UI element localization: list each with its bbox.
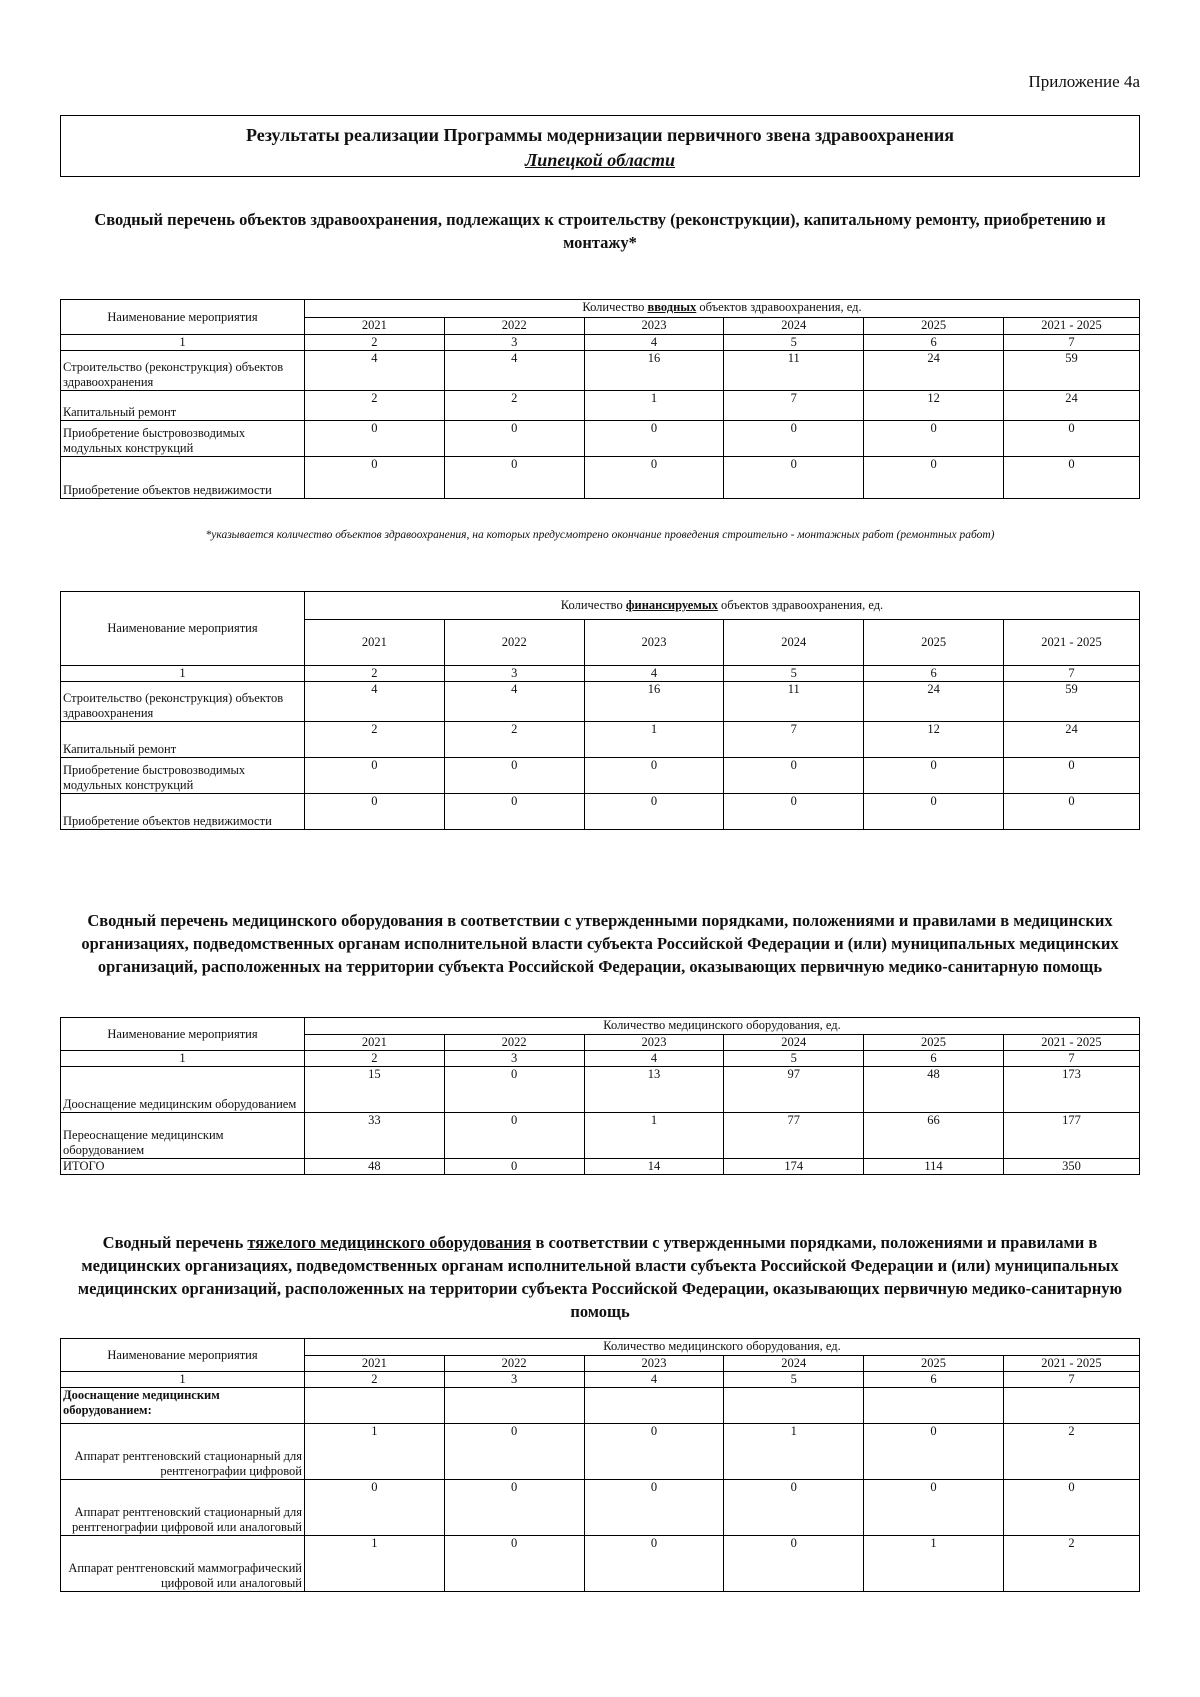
cell-value: 0	[444, 1536, 584, 1592]
col-number: 6	[864, 335, 1004, 351]
cell-value: 0	[444, 794, 584, 830]
cell-value: 0	[584, 758, 724, 794]
year-header: 2022	[444, 620, 584, 666]
section1-heading: Сводный перечень объектов здравоохранения, подлежащих к строительству (реконструкции), капитальному ремонту, приобретению и монтажу*	[94, 210, 1106, 252]
col-name-header: Наименование мероприятия	[61, 592, 305, 666]
cell-value: 0	[305, 758, 445, 794]
year-header: 2024	[724, 318, 864, 335]
col-name-header: Наименование мероприятия	[61, 1018, 305, 1051]
cell-value: 0	[584, 1480, 724, 1536]
table-input-objects	[60, 299, 1140, 499]
col-number: 7	[1003, 666, 1139, 682]
year-header: 2023	[584, 318, 724, 335]
col-number: 5	[724, 666, 864, 682]
year-header: 2021	[305, 620, 445, 666]
cell-value: 2	[444, 722, 584, 758]
cell-value: 0	[864, 457, 1004, 499]
cell-value: 0	[864, 1424, 1004, 1480]
cell-value: 0	[724, 794, 864, 830]
cell-value: 173	[1003, 1067, 1139, 1113]
table-row	[61, 1424, 1140, 1480]
cell-value: 1	[864, 1536, 1004, 1592]
cell-value: 4	[305, 351, 445, 391]
title-region: Липецкой области	[524, 150, 676, 170]
row-name: Приобретение объектов недвижимости	[61, 794, 305, 830]
cell-value: 7	[724, 722, 864, 758]
cell-value: 0	[1004, 457, 1140, 499]
year-header: 2021 - 2025	[1003, 1356, 1139, 1372]
group-row-name: Дооснащение медицинским оборудованием:	[61, 1388, 305, 1424]
cell-value: 0	[584, 421, 724, 457]
cell-value: 1	[305, 1536, 445, 1592]
cell-value: 97	[724, 1067, 864, 1113]
table-row	[61, 1536, 1140, 1592]
year-header: 2025	[864, 318, 1004, 335]
row-name: Строительство (реконструкция) объектов здравоохранения	[61, 351, 305, 391]
row-name: Приобретение объектов недвижимости	[61, 457, 305, 499]
col-number: 2	[305, 1051, 445, 1067]
year-header: 2023	[584, 620, 724, 666]
cell-value: 350	[1003, 1159, 1139, 1175]
cell-value: 16	[584, 351, 724, 391]
row-name: Капитальный ремонт	[61, 722, 305, 758]
cell-value: 0	[584, 457, 724, 499]
col-number: 3	[444, 1372, 584, 1388]
cell-value: 0	[1003, 1480, 1139, 1536]
document-title	[60, 115, 1140, 177]
cell-value: 2	[1003, 1424, 1139, 1480]
cell-value: 4	[444, 351, 584, 391]
table-row	[61, 1067, 1140, 1113]
group-header: Количество медицинского оборудования, ед.	[305, 1339, 1140, 1356]
row-name: Капитальный ремонт	[61, 391, 305, 421]
col-number: 5	[724, 1372, 864, 1388]
col-number: 3	[444, 1051, 584, 1067]
cell-value: 0	[584, 1536, 724, 1592]
table-row	[61, 1480, 1140, 1536]
table-row	[61, 457, 1140, 499]
cell-value: 0	[444, 457, 584, 499]
col-number: 4	[584, 335, 724, 351]
year-header: 2025	[864, 1035, 1004, 1051]
cell-value: 2	[444, 391, 584, 421]
cell-value: 0	[864, 794, 1004, 830]
cell-value: 66	[864, 1113, 1004, 1159]
appendix-label: Приложение 4а	[1028, 72, 1140, 91]
cell-value: 0	[1003, 758, 1139, 794]
row-name: Аппарат рентгеновский маммографический цифровой или аналоговый	[61, 1536, 305, 1592]
cell-value: 24	[864, 682, 1004, 722]
row-name: Приобретение быстровозводимых модульных конструкций	[61, 421, 305, 457]
row-name: Аппарат рентгеновский стационарный для рентгенографии цифровой или аналоговый	[61, 1480, 305, 1536]
year-header: 2023	[584, 1356, 724, 1372]
cell-value: 2	[1003, 1536, 1139, 1592]
cell-value: 1	[584, 722, 724, 758]
year-header: 2022	[444, 1356, 584, 1372]
table-financed-objects	[60, 591, 1140, 830]
table-medical-equipment	[60, 1017, 1140, 1175]
cell-value: 24	[864, 351, 1004, 391]
year-header: 2022	[444, 318, 584, 335]
table-heavy-equipment	[60, 1338, 1140, 1592]
col-number: 4	[584, 1051, 724, 1067]
cell-value: 16	[584, 682, 724, 722]
cell-value: 13	[584, 1067, 724, 1113]
col-number: 4	[584, 666, 724, 682]
row-name: Переоснащение медицинским оборудованием	[61, 1113, 305, 1159]
table-row	[61, 722, 1140, 758]
cell-value: 0	[444, 1424, 584, 1480]
cell-value: 0	[724, 1536, 864, 1592]
cell-value: 0	[305, 421, 445, 457]
cell-value: 59	[1004, 351, 1140, 391]
year-header: 2025	[864, 1356, 1004, 1372]
cell-value: 12	[864, 391, 1004, 421]
cell-value: 1	[584, 391, 724, 421]
table-group-row	[61, 1388, 1140, 1424]
table-row	[61, 421, 1140, 457]
cell-value: 4	[444, 682, 584, 722]
year-header: 2021	[305, 1035, 445, 1051]
col-number: 1	[61, 1372, 305, 1388]
cell-value: 177	[1003, 1113, 1139, 1159]
year-header: 2024	[724, 1356, 864, 1372]
cell-value: 0	[584, 1424, 724, 1480]
row-name: Приобретение быстровозводимых модульных конструкций	[61, 758, 305, 794]
col-number: 4	[584, 1372, 724, 1388]
cell-value: 24	[1004, 391, 1140, 421]
col-number: 6	[864, 1372, 1004, 1388]
cell-value: 2	[305, 391, 445, 421]
row-name: Аппарат рентгеновский стационарный для рентгенографии цифровой	[61, 1424, 305, 1480]
col-number: 2	[305, 335, 445, 351]
col-name-header: Наименование мероприятия	[61, 300, 305, 335]
cell-value: 0	[864, 1480, 1004, 1536]
cell-value: 0	[724, 1480, 864, 1536]
cell-value: 7	[724, 391, 864, 421]
year-header: 2021 - 2025	[1004, 318, 1140, 335]
group-header: Количество медицинского оборудования, ед.	[305, 1018, 1140, 1035]
cell-value: 1	[724, 1424, 864, 1480]
cell-value: 15	[305, 1067, 445, 1113]
row-name: ИТОГО	[61, 1159, 305, 1175]
col-number: 5	[724, 1051, 864, 1067]
cell-value: 33	[305, 1113, 445, 1159]
cell-value: 1	[584, 1113, 724, 1159]
row-name: Дооснащение медицинским оборудованием	[61, 1067, 305, 1113]
cell-value: 0	[305, 1480, 445, 1536]
footnote: *указывается количество объектов здравоохранения, на которых предусмотрено окончание проведения строительно - монтажных работ (ремонтных работ)	[205, 529, 995, 541]
group-header: Количество финансируемых объектов здравоохранения, ед.	[305, 592, 1140, 620]
cell-value: 2	[305, 722, 445, 758]
cell-value: 0	[444, 1067, 584, 1113]
cell-value: 174	[724, 1159, 864, 1175]
year-header: 2021	[305, 1356, 445, 1372]
table-row	[61, 1113, 1140, 1159]
cell-value: 48	[305, 1159, 445, 1175]
cell-value: 0	[1003, 794, 1139, 830]
cell-value: 48	[864, 1067, 1004, 1113]
col-number: 1	[61, 666, 305, 682]
cell-value: 0	[864, 421, 1004, 457]
col-number: 2	[305, 1372, 445, 1388]
col-number: 1	[61, 335, 305, 351]
year-header: 2021 - 2025	[1003, 620, 1139, 666]
col-number: 7	[1003, 1372, 1139, 1388]
cell-value: 4	[305, 682, 445, 722]
cell-value: 0	[444, 1159, 584, 1175]
cell-value: 0	[444, 1113, 584, 1159]
year-header: 2024	[724, 1035, 864, 1051]
table-row	[61, 758, 1140, 794]
year-header: 2025	[864, 620, 1004, 666]
table-row	[61, 351, 1140, 391]
col-number: 3	[444, 335, 584, 351]
col-number: 6	[864, 1051, 1004, 1067]
table-row	[61, 682, 1140, 722]
cell-value: 11	[724, 682, 864, 722]
cell-value: 0	[305, 794, 445, 830]
col-number: 3	[444, 666, 584, 682]
cell-value: 0	[1004, 421, 1140, 457]
year-header: 2023	[584, 1035, 724, 1051]
table-row-total	[61, 1159, 1140, 1175]
cell-value: 12	[864, 722, 1004, 758]
col-number: 2	[305, 666, 445, 682]
year-header: 2022	[444, 1035, 584, 1051]
cell-value: 114	[864, 1159, 1004, 1175]
year-header: 2024	[724, 620, 864, 666]
col-number: 7	[1004, 335, 1140, 351]
col-name-header: Наименование мероприятия	[61, 1339, 305, 1372]
cell-value: 0	[864, 758, 1004, 794]
cell-value: 0	[724, 758, 864, 794]
cell-value: 0	[444, 421, 584, 457]
cell-value: 0	[724, 421, 864, 457]
group-header: Количество вводных объектов здравоохранения, ед.	[305, 300, 1140, 318]
cell-value: 14	[584, 1159, 724, 1175]
cell-value: 77	[724, 1113, 864, 1159]
cell-value: 0	[724, 457, 864, 499]
table-row	[61, 794, 1140, 830]
col-number: 6	[864, 666, 1004, 682]
cell-value: 11	[724, 351, 864, 391]
col-number: 7	[1003, 1051, 1139, 1067]
section3-heading: Сводный перечень тяжелого медицинского оборудования в соответствии с утвержденными порядками, положениями и правилами в медицинских организациях, подведомственных органам исполнительной власти субъекта Российской Федерации и (или) муниципальных медицинских организаций, расположенных на территории субъекта Российской Федерации, оказывающих первичную медико-санитарную помощь	[77, 1233, 1123, 1321]
cell-value: 0	[444, 758, 584, 794]
cell-value: 0	[584, 794, 724, 830]
col-number: 5	[724, 335, 864, 351]
cell-value: 24	[1003, 722, 1139, 758]
year-header: 2021 - 2025	[1003, 1035, 1139, 1051]
title-line: Результаты реализации Программы модернизации первичного звена здравоохранения	[245, 125, 955, 145]
cell-value: 0	[444, 1480, 584, 1536]
table-row	[61, 391, 1140, 421]
cell-value: 1	[305, 1424, 445, 1480]
cell-value: 59	[1003, 682, 1139, 722]
year-header: 2021	[305, 318, 445, 335]
row-name: Строительство (реконструкция) объектов здравоохранения	[61, 682, 305, 722]
cell-value: 0	[305, 457, 445, 499]
section2-heading: Сводный перечень медицинского оборудования в соответствии с утвержденными порядками, положениями и правилами в медицинских организациях, подведомственных органам исполнительной власти субъекта Российской Федерации и (или) муниципальных медицинских организаций, расположенных на территории субъекта Российской Федерации, оказывающих первичную медико-санитарную помощь	[81, 911, 1119, 976]
heavy-equipment-emphasis: тяжелого медицинского оборудования	[247, 1233, 532, 1252]
col-number: 1	[61, 1051, 305, 1067]
